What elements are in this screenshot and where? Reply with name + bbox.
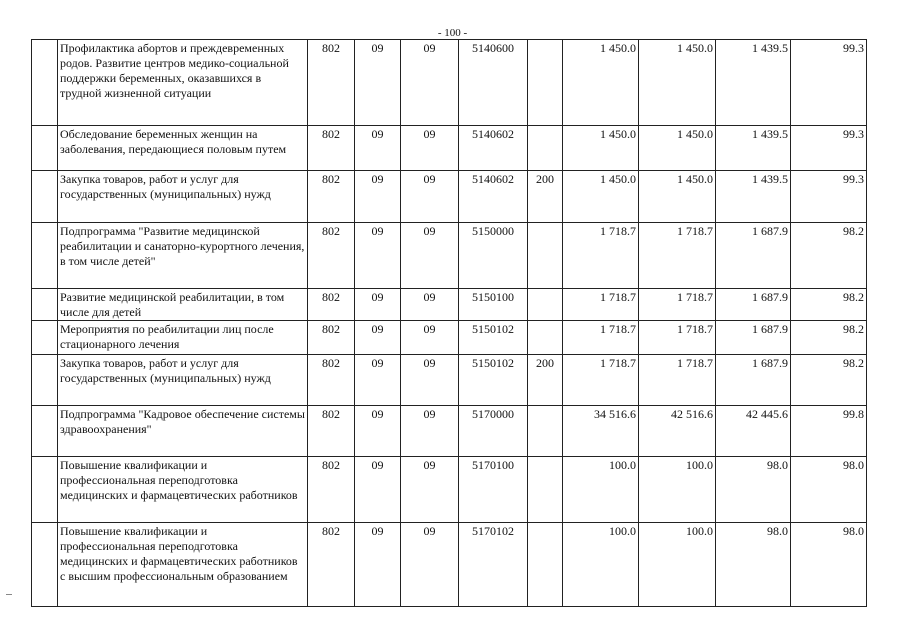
row-gutter-cell xyxy=(32,406,58,457)
row-name: Повышение квалификации и профессиональная переподготовка медицинских и фармацевтических работников с высшим профессиональным образованием xyxy=(58,523,308,607)
row-target-article-code: 5170102 xyxy=(459,523,528,607)
row-amount-3: 98.0 xyxy=(716,523,791,607)
row-target-article-code: 5150102 xyxy=(459,321,528,355)
row-target-article-code: 5170100 xyxy=(459,457,528,523)
row-amount-2: 42 516.6 xyxy=(639,406,716,457)
row-ved-code: 802 xyxy=(308,171,355,223)
table-row xyxy=(32,171,867,223)
row-percent: 98.2 xyxy=(791,355,867,406)
row-subsection-code: 09 xyxy=(401,406,459,457)
table-row xyxy=(32,457,867,523)
row-ved-code: 802 xyxy=(308,126,355,171)
row-amount-2: 1 450.0 xyxy=(639,40,716,126)
row-subsection-code: 09 xyxy=(401,40,459,126)
row-amount-3: 42 445.6 xyxy=(716,406,791,457)
row-percent: 98.2 xyxy=(791,289,867,321)
table-row xyxy=(32,523,867,607)
row-expense-type-code xyxy=(528,289,563,321)
row-ved-code: 802 xyxy=(308,321,355,355)
row-ved-code: 802 xyxy=(308,355,355,406)
row-amount-1: 1 718.7 xyxy=(563,223,639,289)
row-name: Закупка товаров, работ и услуг для государственных (муниципальных) нужд xyxy=(58,171,308,223)
row-section-code: 09 xyxy=(355,355,401,406)
row-percent: 99.3 xyxy=(791,171,867,223)
row-gutter-cell xyxy=(32,457,58,523)
row-amount-1: 1 718.7 xyxy=(563,355,639,406)
table-row xyxy=(32,40,867,126)
budget-table xyxy=(31,39,867,607)
row-amount-2: 1 718.7 xyxy=(639,289,716,321)
row-expense-type-code xyxy=(528,523,563,607)
row-subsection-code: 09 xyxy=(401,457,459,523)
row-section-code: 09 xyxy=(355,321,401,355)
row-amount-2: 100.0 xyxy=(639,523,716,607)
row-expense-type-code: 200 xyxy=(528,171,563,223)
row-target-article-code: 5140600 xyxy=(459,40,528,126)
row-section-code: 09 xyxy=(355,40,401,126)
row-name: Мероприятия по реабилитации лиц после стационарного лечения xyxy=(58,321,308,355)
row-percent: 98.0 xyxy=(791,457,867,523)
row-amount-3: 1 439.5 xyxy=(716,171,791,223)
page-number: - 100 - xyxy=(437,27,468,39)
row-ved-code: 802 xyxy=(308,457,355,523)
row-amount-3: 1 687.9 xyxy=(716,321,791,355)
table-row xyxy=(32,126,867,171)
row-amount-2: 1 450.0 xyxy=(639,171,716,223)
row-percent: 98.2 xyxy=(791,223,867,289)
row-amount-3: 1 439.5 xyxy=(716,40,791,126)
row-expense-type-code xyxy=(528,40,563,126)
row-expense-type-code xyxy=(528,457,563,523)
row-gutter-cell xyxy=(32,355,58,406)
row-subsection-code: 09 xyxy=(401,289,459,321)
row-amount-1: 1 450.0 xyxy=(563,126,639,171)
row-section-code: 09 xyxy=(355,523,401,607)
table-row xyxy=(32,289,867,321)
row-expense-type-code xyxy=(528,406,563,457)
row-name: Закупка товаров, работ и услуг для государственных (муниципальных) нужд xyxy=(58,355,308,406)
row-subsection-code: 09 xyxy=(401,223,459,289)
row-ved-code: 802 xyxy=(308,223,355,289)
row-ved-code: 802 xyxy=(308,289,355,321)
row-target-article-code: 5150102 xyxy=(459,355,528,406)
row-amount-2: 1 450.0 xyxy=(639,126,716,171)
row-expense-type-code xyxy=(528,223,563,289)
row-amount-3: 1 439.5 xyxy=(716,126,791,171)
table-row xyxy=(32,355,867,406)
row-amount-1: 100.0 xyxy=(563,523,639,607)
scan-mark xyxy=(6,594,12,595)
row-name: Профилактика абортов и преждевременных родов. Развитие центров медико-социальной поддержки беременных, оказавшихся в трудной жизненной ситуации xyxy=(58,40,308,126)
row-gutter-cell xyxy=(32,321,58,355)
row-expense-type-code: 200 xyxy=(528,355,563,406)
row-section-code: 09 xyxy=(355,406,401,457)
row-target-article-code: 5140602 xyxy=(459,126,528,171)
row-section-code: 09 xyxy=(355,171,401,223)
row-target-article-code: 5170000 xyxy=(459,406,528,457)
row-name: Обследование беременных женщин на заболевания, передающиеся половым путем xyxy=(58,126,308,171)
row-amount-3: 98.0 xyxy=(716,457,791,523)
row-expense-type-code xyxy=(528,321,563,355)
row-amount-1: 1 450.0 xyxy=(563,171,639,223)
row-percent: 98.0 xyxy=(791,523,867,607)
row-amount-3: 1 687.9 xyxy=(716,223,791,289)
row-ved-code: 802 xyxy=(308,40,355,126)
row-name: Повышение квалификации и профессиональная переподготовка медицинских и фармацевтических работников xyxy=(58,457,308,523)
row-amount-2: 1 718.7 xyxy=(639,321,716,355)
row-percent: 99.3 xyxy=(791,126,867,171)
row-percent: 99.3 xyxy=(791,40,867,126)
row-amount-3: 1 687.9 xyxy=(716,355,791,406)
row-subsection-code: 09 xyxy=(401,126,459,171)
row-gutter-cell xyxy=(32,126,58,171)
row-amount-1: 100.0 xyxy=(563,457,639,523)
row-section-code: 09 xyxy=(355,289,401,321)
table-body xyxy=(32,40,867,607)
row-section-code: 09 xyxy=(355,126,401,171)
row-name: Подпрограмма "Кадровое обеспечение системы здравоохранения" xyxy=(58,406,308,457)
row-ved-code: 802 xyxy=(308,406,355,457)
row-section-code: 09 xyxy=(355,223,401,289)
row-amount-3: 1 687.9 xyxy=(716,289,791,321)
row-amount-1: 1 718.7 xyxy=(563,321,639,355)
row-target-article-code: 5150000 xyxy=(459,223,528,289)
row-subsection-code: 09 xyxy=(401,321,459,355)
row-subsection-code: 09 xyxy=(401,355,459,406)
row-gutter-cell xyxy=(32,289,58,321)
table-row xyxy=(32,223,867,289)
row-percent: 98.2 xyxy=(791,321,867,355)
row-target-article-code: 5140602 xyxy=(459,171,528,223)
row-name: Развитие медицинской реабилитации, в том числе для детей xyxy=(58,289,308,321)
row-gutter-cell xyxy=(32,171,58,223)
row-amount-1: 1 450.0 xyxy=(563,40,639,126)
row-gutter-cell xyxy=(32,523,58,607)
row-amount-1: 1 718.7 xyxy=(563,289,639,321)
row-subsection-code: 09 xyxy=(401,171,459,223)
row-percent: 99.8 xyxy=(791,406,867,457)
table-row xyxy=(32,321,867,355)
row-target-article-code: 5150100 xyxy=(459,289,528,321)
row-expense-type-code xyxy=(528,126,563,171)
row-section-code: 09 xyxy=(355,457,401,523)
row-name: Подпрограмма "Развитие медицинской реабилитации и санаторно-курортного лечения, в том числе детей" xyxy=(58,223,308,289)
row-ved-code: 802 xyxy=(308,523,355,607)
row-amount-2: 1 718.7 xyxy=(639,355,716,406)
row-amount-2: 100.0 xyxy=(639,457,716,523)
row-amount-1: 34 516.6 xyxy=(563,406,639,457)
row-gutter-cell xyxy=(32,40,58,126)
row-subsection-code: 09 xyxy=(401,523,459,607)
row-gutter-cell xyxy=(32,223,58,289)
row-amount-2: 1 718.7 xyxy=(639,223,716,289)
table-row xyxy=(32,406,867,457)
